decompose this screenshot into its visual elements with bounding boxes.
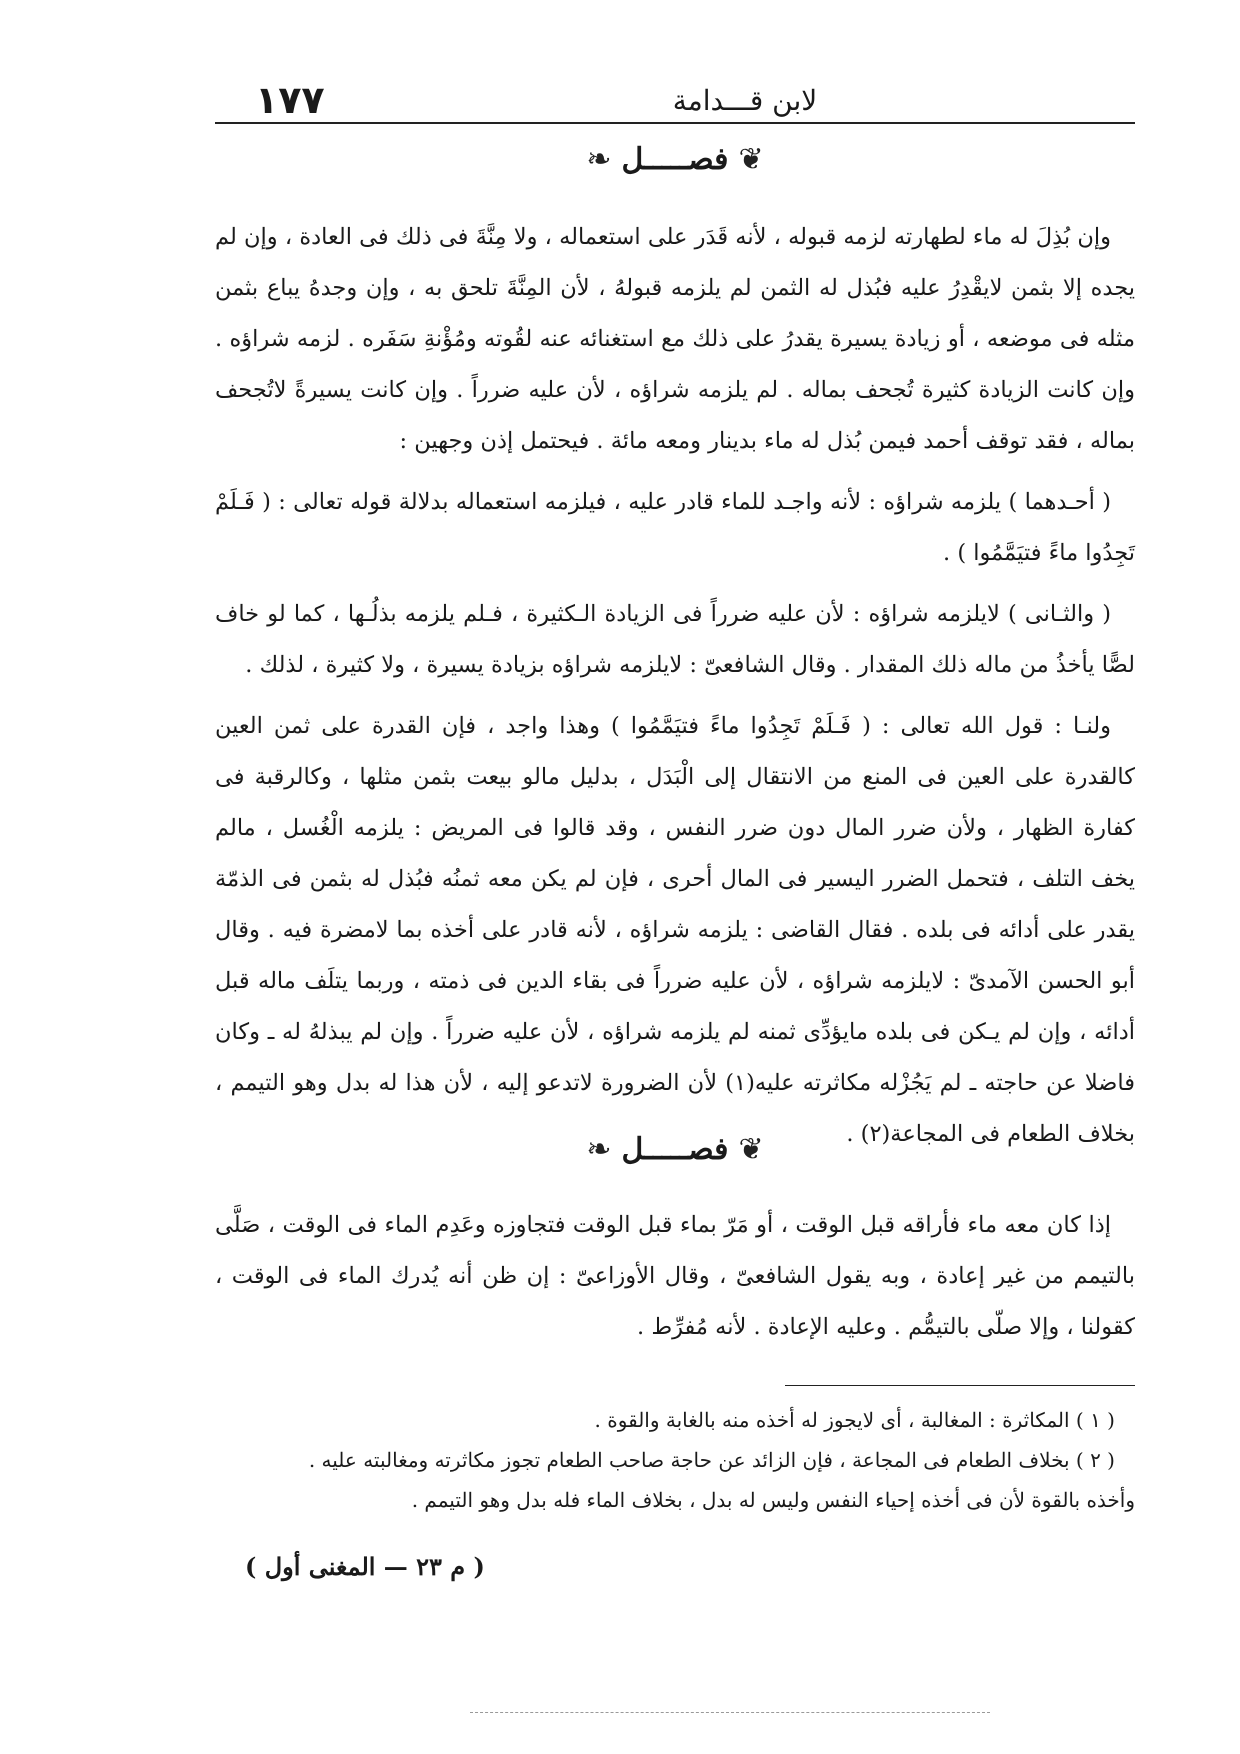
section-heading-2 (215, 1132, 1135, 1182)
page-header (215, 78, 1135, 124)
ornament-icon: ❧ (586, 1132, 612, 1167)
paragraph: ( أحـدهما ) يلزمه شراؤه : لأنه واجـد للماء قادر عليه ، فيلزمه استعماله بدلالة قوله تعالى : ( فَـلَمْ تَجِدُوا ماءً فتيَمَّمُوا ) . (215, 489, 1135, 566)
ornament-icon: ❦ (738, 142, 764, 177)
footnotes (215, 1400, 1135, 1520)
footnote-continuation: وأخذه بالقوة لأن فى أخذه إحياء النفس وليس له بدل ، بخلاف الماء فله بدل وهو التيمم . (411, 1488, 1135, 1512)
section-1-body (215, 212, 1135, 1160)
footnote: ( ١ ) المكاثرة : المغالبة ، أى لايجوز له أخذه منه بالغابة والقوة . (594, 1408, 1115, 1432)
ornament-icon: ❧ (586, 142, 612, 177)
page-number: ١٧٧ (255, 78, 325, 122)
signature-mark: ( م ٢٣ — المغنى أول ) (245, 1552, 485, 1581)
paragraph: إذا كان معه ماء فأراقه قبل الوقت ، أو مَرّ بماء قبل الوقت فتجاوزه وعَدِم الماء فى الوقت ، صَلَّى بالتيمم من غير إعادة ، وبه يقول الشافعىّ ، وقال الأوزاعىّ : إن ظن أنه يُدرك الماء فى الوقت ، كقولنا ، وإلا صلّى بالتيمُّم . وعليه الإعادة . لأنه مُفرِّط . (215, 1212, 1135, 1340)
header-rule (215, 122, 1135, 124)
running-title: لابن قـــدامة (672, 84, 818, 117)
paragraph: وإن بُذِلَ له ماء لطهارته لزمه قبوله ، لأنه قَدَر على استعماله ، ولا مِنَّةَ فى ذلك فى العادة ، وإن لم يجده إلا بثمن لايقْدِرُ عليه فبُذل له الثمن لم يلزمه قبولهُ ، لأن المِنَّةَ تلحق به ، وإن وجدهُ يباع بثمن مثله فى موضعه ، أو زيادة يسيرة يقدرُ على ذلك مع استغنائه عنه لقُوته ومُؤْنةِ سَفَره . لزمه شراؤه . وإن كانت الزيادة كثيرة تُجحف بماله . لم يلزمه شراؤه ، لأن عليه ضرراً . وإن كانت يسيرةً لاتُجحف بماله ، فقد توقف أحمد فيمن بُذل له ماء بدينار ومعه مائة . فيحتمل إذن وجهين : (215, 224, 1135, 454)
footnote-rule (785, 1385, 1135, 1386)
footnote: ( ٢ ) بخلاف الطعام فى المجاعة ، فإن الزائد عن حاجة صاحب الطعام تجوز مكاثرته ومغالبته عليه . (308, 1448, 1115, 1472)
section-title: فصـــــل (621, 142, 729, 177)
ornament-icon: ❦ (738, 1132, 764, 1167)
bottom-marks (470, 1712, 990, 1713)
section-2-body (215, 1200, 1135, 1353)
paragraph: ( والثـانى ) لايلزمه شراؤه : لأن عليه ضرراً فى الزيادة الـكثيرة ، فـلم يلزمه بذلُـها ، كما لو خاف لصًّا يأخذُ من ماله ذلك المقدار . وقال الشافعىّ : لايلزمه شراؤه بزيادة يسيرة ، ولا كثيرة ، لذلك . (215, 601, 1135, 678)
paragraph: ولنـا : قول الله تعالى : ( فَـلَمْ تَجِدُوا ماءً فتيَمَّمُوا ) وهذا واجد ، فإن القدرة على ثمن العين كالقدرة على العين فى المنع من الانتقال إلى الْبَدَل ، بدليل مالو بيعت بثمن مثلها ، وكالرقبة فى كفارة الظهار ، ولأن ضرر المال دون ضرر النفس ، وقد قالوا فى المريض : يلزمه الْغُسل ، مالم يخف التلف ، فتحمل الضرر اليسير فى المال أحرى ، فإن لم يكن معه ثمنُه فبُذل له بثمن فى الذمّة يقدر على أدائه فى بلده . فقال القاضى : يلزمه شراؤه ، لأنه قادر على أخذه بما لامضرة فيه . وقال أبو الحسن الآمدىّ : لايلزمه شراؤه ، لأن عليه ضرراً فى بقاء الدين فى ذمته ، وربما يتلَف ماله قبل أدائه ، وإن لم يـكن فى بلده مايؤدِّى ثمنه لم يلزمه شراؤه ، لأن عليه ضرراً . وإن لم يبذلهُ له ـ وكان فاضلا عن حاجته ـ لم يَجُزْله مكاثرته عليه(١) لأن الضرورة لاتدعو إليه ، لأن هذا له بدل وهو التيمم ، بخلاف الطعام فى المجاعة(٢) . (215, 713, 1135, 1147)
section-heading-1 (215, 142, 1135, 192)
section-title: فصـــــل (621, 1132, 729, 1167)
